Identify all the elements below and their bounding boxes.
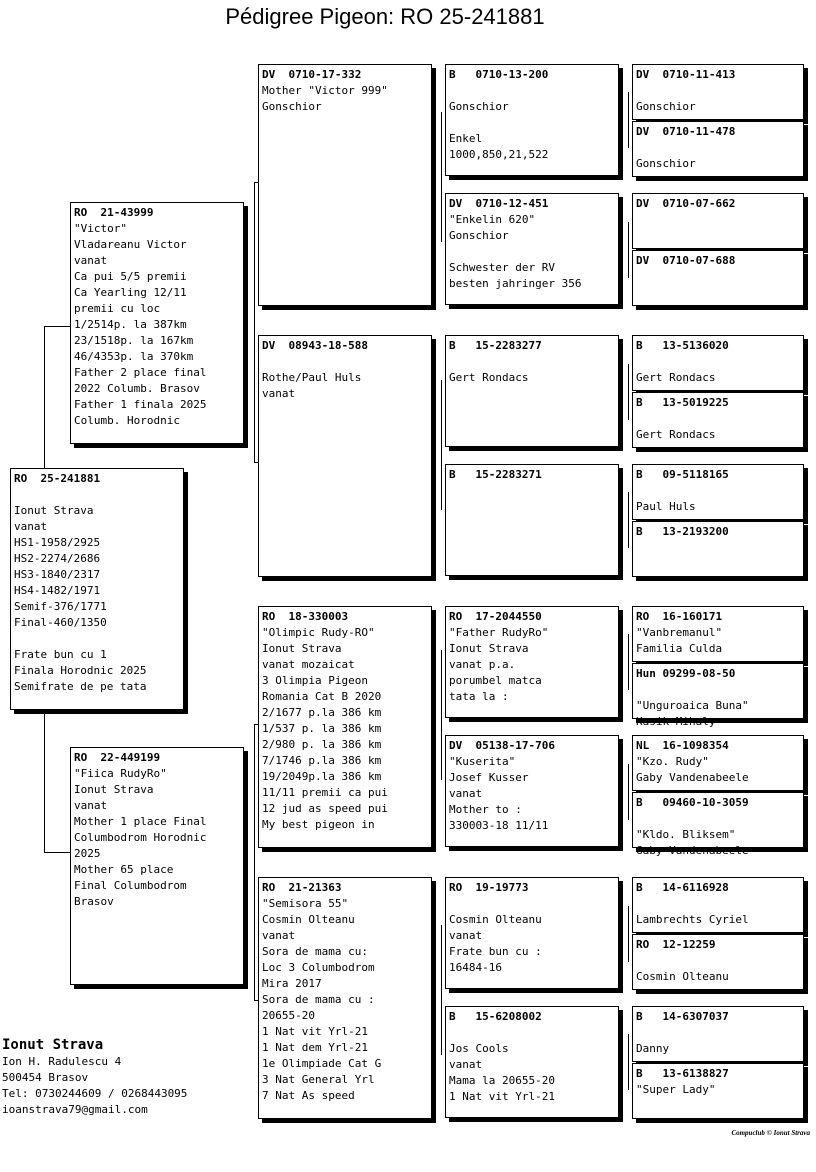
ring-number: RO 16-160171 (636, 610, 723, 623)
breeder-address: Ion H. Radulescu 4 (2, 1055, 122, 1068)
pigeon-card-mmf[interactable] (445, 877, 619, 989)
pigeon-info-line: HS2-2274/2686 (14, 552, 101, 565)
pigeon-info-line: Rothe/Paul Huls (262, 371, 362, 384)
pigeon-info-line: Gert Rondacs (636, 428, 716, 441)
ring-number: B 0710-13-200 (449, 68, 549, 81)
connector-line (441, 650, 442, 780)
ring-number: DV 0710-07-688 (636, 254, 736, 267)
pigeon-card-mff[interactable] (445, 606, 619, 718)
breeder-city: 500454 Brasov (2, 1071, 89, 1084)
pigeon-card-father[interactable] (70, 202, 244, 444)
connector-line (441, 112, 442, 242)
connector-line (441, 380, 442, 510)
pigeon-info-line: Gonschior (449, 100, 509, 113)
pigeon-info-line: 1 Nat vit Yrl-21 (449, 1090, 555, 1103)
breeder-name: Ionut Strava (2, 1037, 104, 1053)
pigeon-card-g12[interactable] (632, 792, 804, 857)
ring-number: NL 16-1098354 (636, 739, 729, 752)
pigeon-info-line: vanat (74, 799, 108, 812)
pigeon-info-line: 2/980 p. la 386 km (262, 738, 382, 751)
pigeon-info-line: Final-460/1350 (14, 616, 107, 629)
pigeon-info-line: Final Columbodrom (74, 879, 187, 892)
pigeon-info-line: 12 jud as speed pui (262, 802, 388, 815)
pigeon-card-g14[interactable] (632, 934, 804, 990)
pigeon-info-line (14, 631, 180, 647)
pigeon-info-line: 1/2514p. la 387km (74, 318, 187, 331)
pigeon-info-line: "Victor" (74, 222, 127, 235)
pigeon-info-line: Gonschior (636, 100, 696, 113)
pigeon-info-line (449, 1025, 615, 1041)
pigeon-info-line: 11/11 premii ca pui (262, 786, 388, 799)
pigeon-card-g3[interactable] (632, 193, 804, 249)
connector-line (44, 852, 70, 853)
pigeon-card-g4[interactable] (632, 250, 804, 306)
pigeon-info-line: Loc 3 Columbodrom (262, 961, 375, 974)
ring-number: B 15-2283271 (449, 468, 542, 481)
pigeon-card-mother[interactable] (70, 747, 244, 985)
pigeon-info-line: Danny (636, 1042, 670, 1055)
pigeon-card-g11[interactable] (632, 735, 804, 791)
ring-number: RO 19-19773 (449, 881, 529, 894)
pigeon-info-line: 2/1677 p.la 386 km (262, 706, 382, 719)
pigeon-card-ffm[interactable] (445, 193, 619, 305)
pigeon-info-line: 46/4353p. la 370km (74, 350, 194, 363)
pigeon-info-line: Schwester der RV (449, 261, 555, 274)
ring-number: B 14-6307037 (636, 1010, 729, 1023)
pigeon-info-line: Cosmin Olteanu (449, 913, 542, 926)
pigeon-info-line: vanat (74, 254, 108, 267)
pigeon-info-line: Sora de mama cu: (262, 945, 368, 958)
pigeon-info-line: Frate bun cu : (449, 945, 542, 958)
pigeon-card-g5[interactable] (632, 335, 804, 391)
pigeon-card-ff[interactable] (258, 64, 432, 306)
pigeon-card-g8[interactable] (632, 521, 804, 577)
pigeon-info-line: 3 Olimpia Pigeon (262, 674, 368, 687)
ring-number: DV 0710-11-478 (636, 125, 736, 138)
pigeon-info-line: "Fiica RudyRo" (74, 767, 167, 780)
pigeon-info-line: Gonschior (636, 157, 696, 170)
ring-number: RO 22-449199 (74, 751, 161, 764)
pigeon-info-line: Mother to : (449, 803, 522, 816)
pigeon-info-line (636, 83, 800, 99)
pigeon-info-line (636, 140, 800, 156)
connector-line (628, 1034, 629, 1090)
ring-number: B 13-6138827 (636, 1067, 729, 1080)
pigeon-info-line: Cosmin Olteanu (636, 970, 729, 983)
pigeon-info-line (449, 244, 615, 260)
ring-number: B 09460-10-3059 (636, 796, 749, 809)
pigeon-card-g15[interactable] (632, 1006, 804, 1062)
pigeon-info-line (636, 483, 800, 499)
pigeon-info-line: Lambrechts Cyriel (636, 913, 749, 926)
breeder-phone: Tel: 0730244609 / 0268443095 (2, 1087, 188, 1100)
ring-number: RO 21-21363 (262, 881, 342, 894)
pigeon-info-line (449, 83, 615, 99)
pigeon-info-line: 2022 Columb. Brasov (74, 382, 200, 395)
pigeon-info-line: Gert Rondacs (449, 371, 529, 384)
ring-number: B 15-6208002 (449, 1010, 542, 1023)
pigeon-info-line (636, 811, 800, 827)
pigeon-info-line: Sora de mama cu : (262, 993, 375, 1006)
connector-line (44, 326, 70, 327)
connector-line (628, 764, 629, 820)
pigeon-info-line: vanat (262, 387, 296, 400)
pigeon-info-line: 3 Nat General Yrl (262, 1073, 375, 1086)
pigeon-card-mmm[interactable] (445, 1006, 619, 1118)
ring-number: B 13-5136020 (636, 339, 729, 352)
pigeon-info-line: 23/1518p. la 167km (74, 334, 194, 347)
pigeon-info-line: "Unguroaica Buna" (636, 699, 749, 712)
ring-number: DV 08943-18-588 (262, 339, 368, 352)
pigeon-info-line (636, 411, 800, 427)
pigeon-info-line: Gert Rondacs (636, 371, 716, 384)
pigeon-info-line: Brasov (74, 895, 114, 908)
pigeon-info-line: Ionut Strava (74, 783, 154, 796)
pigeon-card-g2[interactable] (632, 121, 804, 177)
pigeon-info-line: 19/2049p.la 386 km (262, 770, 382, 783)
pigeon-info-line: "Kldo. Bliksem" (636, 828, 736, 841)
breeder-email[interactable]: ioanstrava79@gmail.com (2, 1103, 148, 1116)
pigeon-card-mf[interactable] (258, 606, 432, 848)
breeder-info (2, 1036, 187, 1118)
pigeon-info-line: premii cu loc (74, 302, 161, 315)
page-title: Pédigree Pigeon: RO 25-241881 (225, 4, 545, 29)
ring-number: B 14-6116928 (636, 881, 729, 894)
pigeon-info-line: Mother "Victor 999" (262, 84, 388, 97)
ring-number: RO 17-2044550 (449, 610, 542, 623)
pigeon-info-line (262, 354, 428, 370)
pigeon-info-line: Gonschior (449, 229, 509, 242)
ring-number: B 09-5118165 (636, 468, 729, 481)
pigeon-info-line: 1/537 p. la 386 km (262, 722, 382, 735)
pigeon-info-line: Ca Yearling 12/11 (74, 286, 187, 299)
pigeon-info-line: Columb. Horodnic (74, 414, 180, 427)
ring-number: DV 0710-11-413 (636, 68, 736, 81)
pigeon-info-line: Ionut Strava (449, 642, 529, 655)
pigeon-info-line (14, 487, 180, 503)
connector-line (628, 222, 629, 278)
pigeon-info-line (449, 354, 615, 370)
pigeon-card-g1[interactable] (632, 64, 804, 120)
pigeon-info-line: Father 1 finala 2025 (74, 398, 207, 411)
pigeon-info-line: Kasik Mihaly (636, 715, 716, 728)
pigeon-info-line: Familia Culda (636, 642, 723, 655)
pigeon-card-mfm[interactable] (445, 735, 619, 847)
pigeon-info-line: HS4-1482/1971 (14, 584, 101, 597)
pigeon-info-line: Semifrate de pe tata (14, 680, 147, 693)
pigeon-info-line: besten jahringer 356 (449, 277, 582, 290)
ring-number: B 15-2283277 (449, 339, 542, 352)
connector-line (44, 326, 45, 468)
pigeon-card-g16[interactable] (632, 1063, 804, 1119)
pigeon-info-line: vanat (14, 520, 48, 533)
pigeon-info-line: HS1-1958/2925 (14, 536, 101, 549)
pigeon-card-g10[interactable] (632, 663, 804, 728)
pigeon-info-line: vanat (449, 1058, 483, 1071)
pigeon-info-line: Semif-376/1771 (14, 600, 107, 613)
pigeon-info-line: 1 Nat dem Yrl-21 (262, 1041, 368, 1054)
pigeon-info-line (449, 115, 615, 131)
pigeon-info-line (636, 354, 800, 370)
ring-number: DV 05138-17-706 (449, 739, 555, 752)
pigeon-info-line: "Vanbremanul" (636, 626, 723, 639)
pigeon-card-fff[interactable] (445, 64, 619, 176)
pigeon-info-line: Columbodrom Horodnic (74, 831, 207, 844)
pigeon-info-line (636, 682, 800, 698)
pigeon-info-line: 2025 (74, 847, 101, 860)
pigeon-info-line: Jos Cools (449, 1042, 509, 1055)
pigeon-info-line: Enkel (449, 132, 483, 145)
ring-number: RO 21-43999 (74, 206, 154, 219)
pigeon-info-line: Ionut Strava (262, 642, 342, 655)
pigeon-info-line: vanat (449, 787, 483, 800)
pigeon-card-g6[interactable] (632, 392, 804, 448)
pigeon-info-line: "Father RudyRo" (449, 626, 549, 639)
pigeon-info-line: tata la : (449, 690, 509, 703)
ring-number: DV 0710-07-662 (636, 197, 736, 210)
pigeon-info-line: Mother 1 place Final (74, 815, 207, 828)
pigeon-card-fmm[interactable] (445, 464, 619, 576)
pigeon-info-line: "Kzo. Rudy" (636, 755, 709, 768)
pigeon-info-line: 20655-20 (262, 1009, 315, 1022)
pigeon-info-line: 1 Nat vit Yrl-21 (262, 1025, 368, 1038)
pigeon-info-line: "Enkelin 620" (449, 213, 536, 226)
pigeon-card-g9[interactable] (632, 606, 804, 662)
pigeon-card-g7[interactable] (632, 464, 804, 520)
connector-line (628, 92, 629, 148)
pigeon-card-g13[interactable] (632, 877, 804, 933)
pigeon-info-line: vanat (262, 929, 296, 942)
pigeon-info-line: My best pigeon in (262, 818, 375, 831)
pigeon-card-fmf[interactable] (445, 335, 619, 447)
pigeon-info-line: "Olimpic Rudy-RO" (262, 626, 375, 639)
footer-credit: Compuclub © Ionut Strava (731, 1129, 810, 1137)
pigeon-info-line: "Kuserita" (449, 755, 516, 768)
pigeon-card-mm[interactable] (258, 877, 432, 1119)
ring-number: RO 12-12259 (636, 938, 716, 951)
pigeon-info-line (449, 896, 615, 912)
pigeon-info-line: Gonschior (262, 100, 322, 113)
ring-number: Hun 09299-08-50 (636, 667, 736, 680)
ring-number: RO 18-330003 (262, 610, 349, 623)
connector-line (44, 712, 45, 852)
ring-number: RO 25-241881 (14, 472, 101, 485)
pigeon-info-line: Ca pui 5/5 premii (74, 270, 187, 283)
pigeon-info-line: 7 Nat As speed (262, 1089, 355, 1102)
connector-line (628, 492, 629, 548)
pigeon-card-subject[interactable] (10, 468, 184, 710)
pigeon-info-line: "Super Lady" (636, 1083, 716, 1096)
pigeon-info-line: HS3-1840/2317 (14, 568, 101, 581)
pigeon-info-line: vanat (449, 929, 483, 942)
pigeon-info-line (636, 1025, 800, 1041)
pigeon-info-line: Ionut Strava (14, 504, 94, 517)
ring-number: B 13-5019225 (636, 396, 729, 409)
pigeon-info-line: Father 2 place final (74, 366, 207, 379)
connector-line (628, 634, 629, 690)
pigeon-info-line: porumbel matca (449, 674, 542, 687)
pigeon-info-line: Mira 2017 (262, 977, 322, 990)
pigeon-info-line: 1e Olimpiade Cat G (262, 1057, 382, 1070)
pigeon-card-fm[interactable] (258, 335, 432, 577)
connector-line (441, 925, 442, 1055)
pigeon-info-line: Josef Kusser (449, 771, 529, 784)
pigeon-info-line: Cosmin Olteanu (262, 913, 355, 926)
pigeon-info-line: Frate bun cu 1 (14, 648, 107, 661)
pigeon-info-line: 16484-16 (449, 961, 502, 974)
pigeon-info-line: vanat mozaicat (262, 658, 355, 671)
ring-number: DV 0710-17-332 (262, 68, 362, 81)
pigeon-info-line (636, 953, 800, 969)
pigeon-info-line: Romania Cat B 2020 (262, 690, 382, 703)
pigeon-info-line: Finala Horodnic 2025 (14, 664, 147, 677)
pigeon-info-line: vanat p.a. (449, 658, 516, 671)
pigeon-info-line: 330003-18 11/11 (449, 819, 549, 832)
pigeon-info-line: Mother 65 place (74, 863, 174, 876)
pigeon-info-line: Vladareanu Victor (74, 238, 187, 251)
connector-line (254, 724, 255, 1000)
pigeon-info-line: 1000,850,21,522 (449, 148, 549, 161)
connector-line (254, 182, 255, 462)
ring-number: B 13-2193200 (636, 525, 729, 538)
pigeon-info-line: Gaby Vandenabeele (636, 771, 749, 784)
pigeon-info-line (636, 896, 800, 912)
pigeon-info-line: 7/1746 p.la 386 km (262, 754, 382, 767)
pigeon-info-line: Gaby Vandenabeele (636, 844, 749, 857)
connector-line (628, 364, 629, 420)
connector-line (628, 906, 629, 962)
ring-number: DV 0710-12-451 (449, 197, 549, 210)
pigeon-info-line: "Semisora 55" (262, 897, 349, 910)
pigeon-info-line: Mama la 20655-20 (449, 1074, 555, 1087)
pigeon-info-line: Paul Huls (636, 500, 696, 513)
